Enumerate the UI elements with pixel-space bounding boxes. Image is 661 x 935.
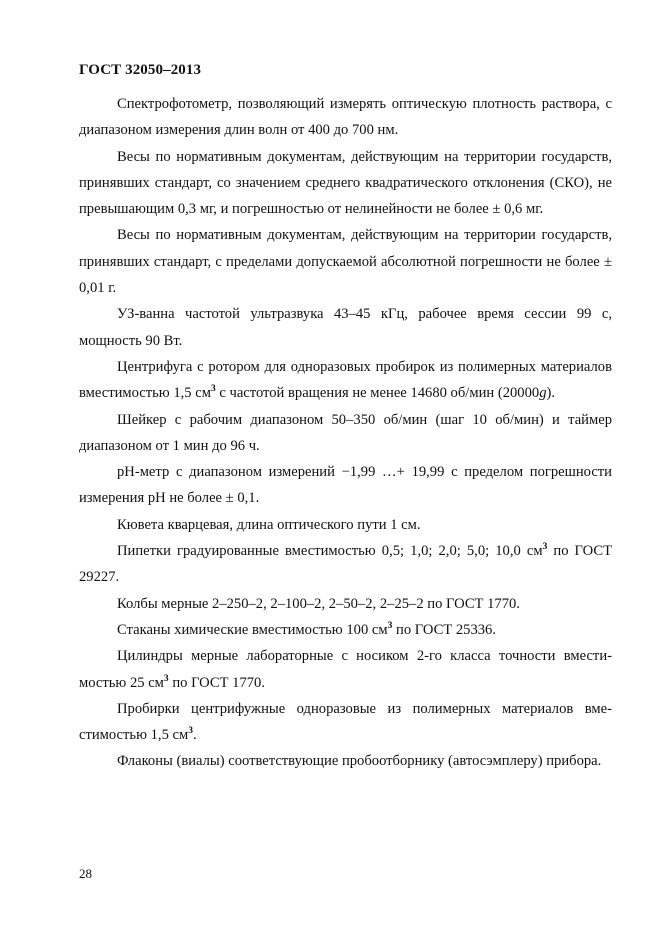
cubic-superscript: 3 xyxy=(188,726,193,737)
paragraph-beakers-text-2: по ГОСТ 25336. xyxy=(392,621,496,638)
paragraph-centrifuge-text-2: с частотой вращения не менее 14680 об/мин (20000 xyxy=(215,385,540,402)
paragraph-cylinders-text-2: по ГОСТ 1770. xyxy=(168,674,265,691)
paragraph-tubes-text-2: . xyxy=(192,727,197,744)
paragraph-centrifuge-text-1: Центрифуга с ротором для одноразовых пробирок из полимерных материалов вместимостью 1,5 см xyxy=(79,358,612,402)
paragraph-volumetric-flasks: Колбы мерные 2–250–2, 2–100–2, 2–50–2, 2–25–2 по ГОСТ 1770. xyxy=(117,595,520,612)
cubic-superscript: 3 xyxy=(163,673,169,684)
cubic-superscript: 3 xyxy=(210,384,216,395)
cubic-superscript: 3 xyxy=(542,542,548,553)
paragraph-vials: Флаконы (виалы) соответствующие пробоотборнику (автосэмплеру) прибора. xyxy=(117,753,602,770)
paragraph-ultrasonic-bath: УЗ-ванна частотой ультразвука 43–45 кГц, рабочее время сессии 99 с, мощность 90 Вт. xyxy=(79,306,612,349)
paragraph-pipettes-text-1: Пипетки градуированные вместимостью 0,5; 1,0; 2,0; 5,0; 10,0 см xyxy=(117,543,543,560)
paragraph-scales-absolute-error: Весы по нормативным документам, действующим на территории государств, принявших стандарт, с пределами допускаемой абсолютной погрешности не более ± 0,01 г. xyxy=(79,227,612,297)
paragraph-beakers xyxy=(79,617,612,643)
cubic-superscript: 3 xyxy=(387,620,393,631)
paragraph-pipettes-text-2: по ГОСТ 29227. xyxy=(79,543,612,586)
paragraph-pipettes xyxy=(79,538,612,591)
paragraph-cylinders xyxy=(79,643,612,696)
document-header: ГОСТ 32050–2013 xyxy=(79,62,202,78)
paragraph-scales-sko: Весы по нормативным документам, действующим на территории государств, принявших стандарт, со значением среднего квадратического отклонения (СКО), не превышающим 0,3 мг, и погрешностью от нелинейности не более ± 0,6 мг. xyxy=(79,148,612,218)
paragraph-quartz-cuvette: Кювета кварцевая, длина оптического пути 1 см. xyxy=(117,516,421,533)
paragraph-spectrophotometer: Спектрофотометр, позволяющий измерять оптическую плотность раствора, с диапазоном измерения длин волн от 400 до 700 нм. xyxy=(79,96,612,139)
g-force-symbol: g xyxy=(539,385,547,402)
paragraph-tubes-text-1: Пробирки центрифужные одноразовые из полимерных материалов вместимостью 1,5 см xyxy=(79,700,612,744)
paragraph-beakers-text-1: Стаканы химические вместимостью 100 см xyxy=(117,621,388,638)
paragraph-centrifuge-tubes xyxy=(79,696,612,749)
paragraph-cylinders-text-1: Цилиндры мерные лабораторные с носиком 2-го класса точности вместимостью 25 см xyxy=(79,648,612,691)
paragraph-ph-meter: рН-метр с диапазоном измерений −1,99 …+ 19,99 с пределом погрешности измерения рН не более ± 0,1. xyxy=(79,464,612,507)
paragraph-shaker: Шейкер с рабочим диапазоном 50–350 об/мин (шаг 10 об/мин) и таймер диапазоном от 1 мин до 96 ч. xyxy=(79,411,612,454)
paragraph-centrifuge-text-3: ). xyxy=(546,385,555,402)
document-body xyxy=(79,91,612,775)
page-number: 28 xyxy=(79,866,92,881)
paragraph-centrifuge xyxy=(79,354,612,407)
